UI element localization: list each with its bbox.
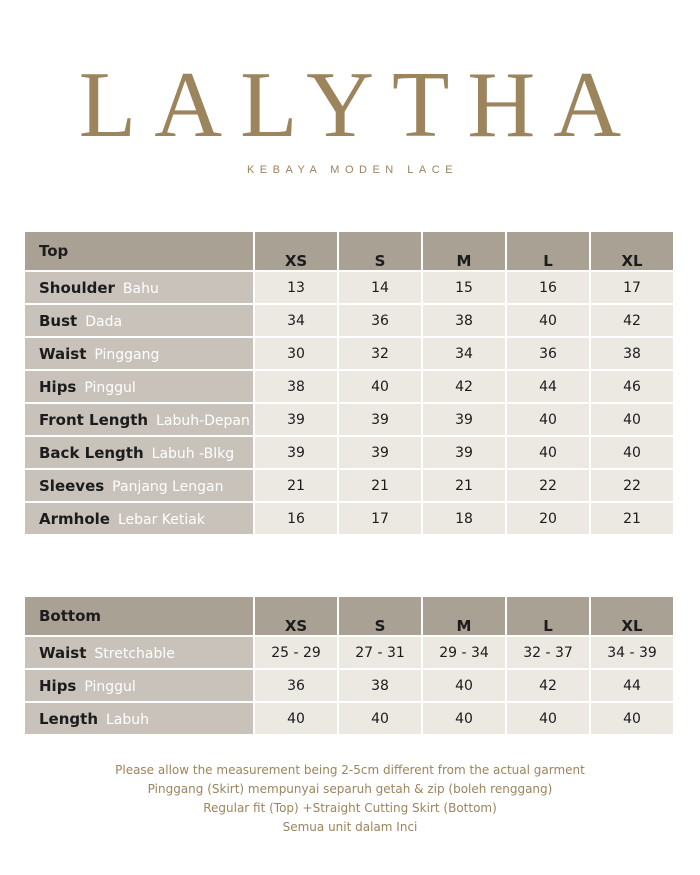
size-value-cell: 40 — [253, 701, 337, 734]
size-value-cell: 40 — [505, 402, 589, 435]
size-value-cell: 34 — [421, 336, 505, 369]
table-row — [25, 435, 673, 468]
measurement-name: Front Length — [39, 410, 149, 429]
row-label — [25, 336, 253, 369]
measurement-name-malay: Pinggang — [94, 346, 160, 363]
size-value-cell: 22 — [589, 468, 673, 501]
measurement-name: Waist — [39, 344, 87, 363]
size-value-cell: 21 — [589, 501, 673, 534]
note-line: Please allow the measurement being 2-5cm different from the actual garment — [115, 763, 585, 777]
size-value-cell: 40 — [505, 435, 589, 468]
table-row — [25, 668, 673, 701]
size-value-cell: 16 — [253, 501, 337, 534]
size-value-cell: 39 — [337, 435, 421, 468]
measurement-name-malay: Stretchable — [94, 645, 175, 662]
size-value-cell: 39 — [253, 435, 337, 468]
top-table-body — [25, 270, 673, 534]
measurement-name-malay: Labuh — [106, 711, 150, 728]
size-header-xl: XL — [589, 597, 673, 635]
size-header-m: M — [421, 232, 505, 270]
size-header-m: M — [421, 597, 505, 635]
size-value-cell: 29 - 34 — [421, 635, 505, 668]
size-value-cell: 40 — [337, 701, 421, 734]
table-row — [25, 635, 673, 668]
measurement-name-malay: Lebar Ketiak — [117, 511, 205, 528]
size-value-cell: 15 — [421, 270, 505, 303]
size-value-cell: 27 - 31 — [337, 635, 421, 668]
row-label — [25, 369, 253, 402]
measurement-name: Shoulder — [39, 278, 115, 297]
measurement-name: Hips — [39, 377, 77, 396]
size-header-s: S — [337, 597, 421, 635]
table-row — [25, 468, 673, 501]
row-label — [25, 501, 253, 534]
table-row — [25, 402, 673, 435]
size-value-cell: 40 — [421, 701, 505, 734]
size-value-cell: 42 — [505, 668, 589, 701]
size-value-cell: 36 — [505, 336, 589, 369]
measurement-name: Bust — [39, 311, 78, 330]
size-value-cell: 40 — [337, 369, 421, 402]
bottom-table-title: Bottom — [25, 597, 253, 635]
measurement-name: Waist — [39, 643, 87, 662]
size-value-cell: 21 — [421, 468, 505, 501]
size-value-cell: 36 — [253, 668, 337, 701]
measurement-name-malay: Pinggul — [84, 678, 136, 695]
row-label — [25, 668, 253, 701]
size-value-cell: 25 - 29 — [253, 635, 337, 668]
brand-tagline: KEBAYA MODEN LACE — [246, 164, 459, 176]
size-value-cell: 16 — [505, 270, 589, 303]
table-row — [25, 501, 673, 534]
size-header-l: L — [505, 597, 589, 635]
table-row — [25, 303, 673, 336]
size-header-s: S — [337, 232, 421, 270]
measurement-name: Hips — [39, 676, 77, 695]
row-label — [25, 435, 253, 468]
measurement-name: Sleeves — [39, 476, 105, 495]
measurement-name-malay: Dada — [85, 313, 123, 330]
size-value-cell: 17 — [589, 270, 673, 303]
size-value-cell: 44 — [505, 369, 589, 402]
measurement-name: Armhole — [39, 509, 110, 528]
size-value-cell: 14 — [337, 270, 421, 303]
size-value-cell: 21 — [337, 468, 421, 501]
row-label — [25, 303, 253, 336]
size-value-cell: 40 — [505, 303, 589, 336]
size-value-cell: 13 — [253, 270, 337, 303]
size-value-cell: 17 — [337, 501, 421, 534]
note-line: Regular fit (Top) +Straight Cutting Skirt (Bottom) — [203, 801, 497, 815]
measurement-name-malay: Pinggul — [84, 379, 136, 396]
size-header-xs: XS — [253, 232, 337, 270]
note-line: Pinggang (Skirt) mempunyai separuh getah & zip (boleh renggang) — [147, 782, 553, 796]
measurement-name: Back Length — [39, 443, 144, 462]
size-value-cell: 20 — [505, 501, 589, 534]
row-label — [25, 468, 253, 501]
size-value-cell: 34 - 39 — [589, 635, 673, 668]
row-label — [25, 635, 253, 668]
size-value-cell: 42 — [421, 369, 505, 402]
size-value-cell: 32 — [337, 336, 421, 369]
size-value-cell: 36 — [337, 303, 421, 336]
size-value-cell: 39 — [421, 402, 505, 435]
size-header-xs: XS — [253, 597, 337, 635]
size-value-cell: 40 — [589, 701, 673, 734]
table-row — [25, 336, 673, 369]
size-value-cell: 39 — [337, 402, 421, 435]
size-value-cell: 34 — [253, 303, 337, 336]
size-value-cell: 39 — [253, 402, 337, 435]
size-value-cell: 38 — [253, 369, 337, 402]
top-table-header — [25, 232, 673, 270]
size-value-cell: 21 — [253, 468, 337, 501]
size-value-cell: 39 — [421, 435, 505, 468]
measurement-name-malay: Labuh -Blkg — [151, 445, 235, 462]
note-line: Semua unit dalam Inci — [282, 820, 418, 834]
size-value-cell: 18 — [421, 501, 505, 534]
brand-logo: LALYTHA — [78, 53, 640, 157]
row-label — [25, 402, 253, 435]
notes — [0, 761, 700, 837]
size-value-cell: 40 — [589, 402, 673, 435]
bottom-table-header — [25, 597, 673, 635]
size-header-xl: XL — [589, 232, 673, 270]
size-header-l: L — [505, 232, 589, 270]
row-label — [25, 701, 253, 734]
size-value-cell: 30 — [253, 336, 337, 369]
bottom-size-table — [25, 597, 673, 734]
size-value-cell: 42 — [589, 303, 673, 336]
size-value-cell: 40 — [505, 701, 589, 734]
measurement-name-malay: Labuh-Depan — [156, 412, 250, 429]
size-value-cell: 22 — [505, 468, 589, 501]
table-row — [25, 270, 673, 303]
measurement-name: Length — [39, 709, 98, 728]
table-row — [25, 701, 673, 734]
measurement-name-malay: Panjang Lengan — [112, 478, 224, 495]
bottom-table-body — [25, 635, 673, 734]
size-value-cell: 32 - 37 — [505, 635, 589, 668]
size-value-cell: 40 — [589, 435, 673, 468]
size-value-cell: 38 — [337, 668, 421, 701]
row-label — [25, 270, 253, 303]
size-value-cell: 46 — [589, 369, 673, 402]
top-table-title: Top — [25, 232, 253, 270]
table-row — [25, 369, 673, 402]
top-size-table — [25, 232, 673, 534]
size-value-cell: 38 — [589, 336, 673, 369]
size-value-cell: 44 — [589, 668, 673, 701]
size-value-cell: 38 — [421, 303, 505, 336]
measurement-name-malay: Bahu — [122, 280, 159, 297]
size-value-cell: 40 — [421, 668, 505, 701]
